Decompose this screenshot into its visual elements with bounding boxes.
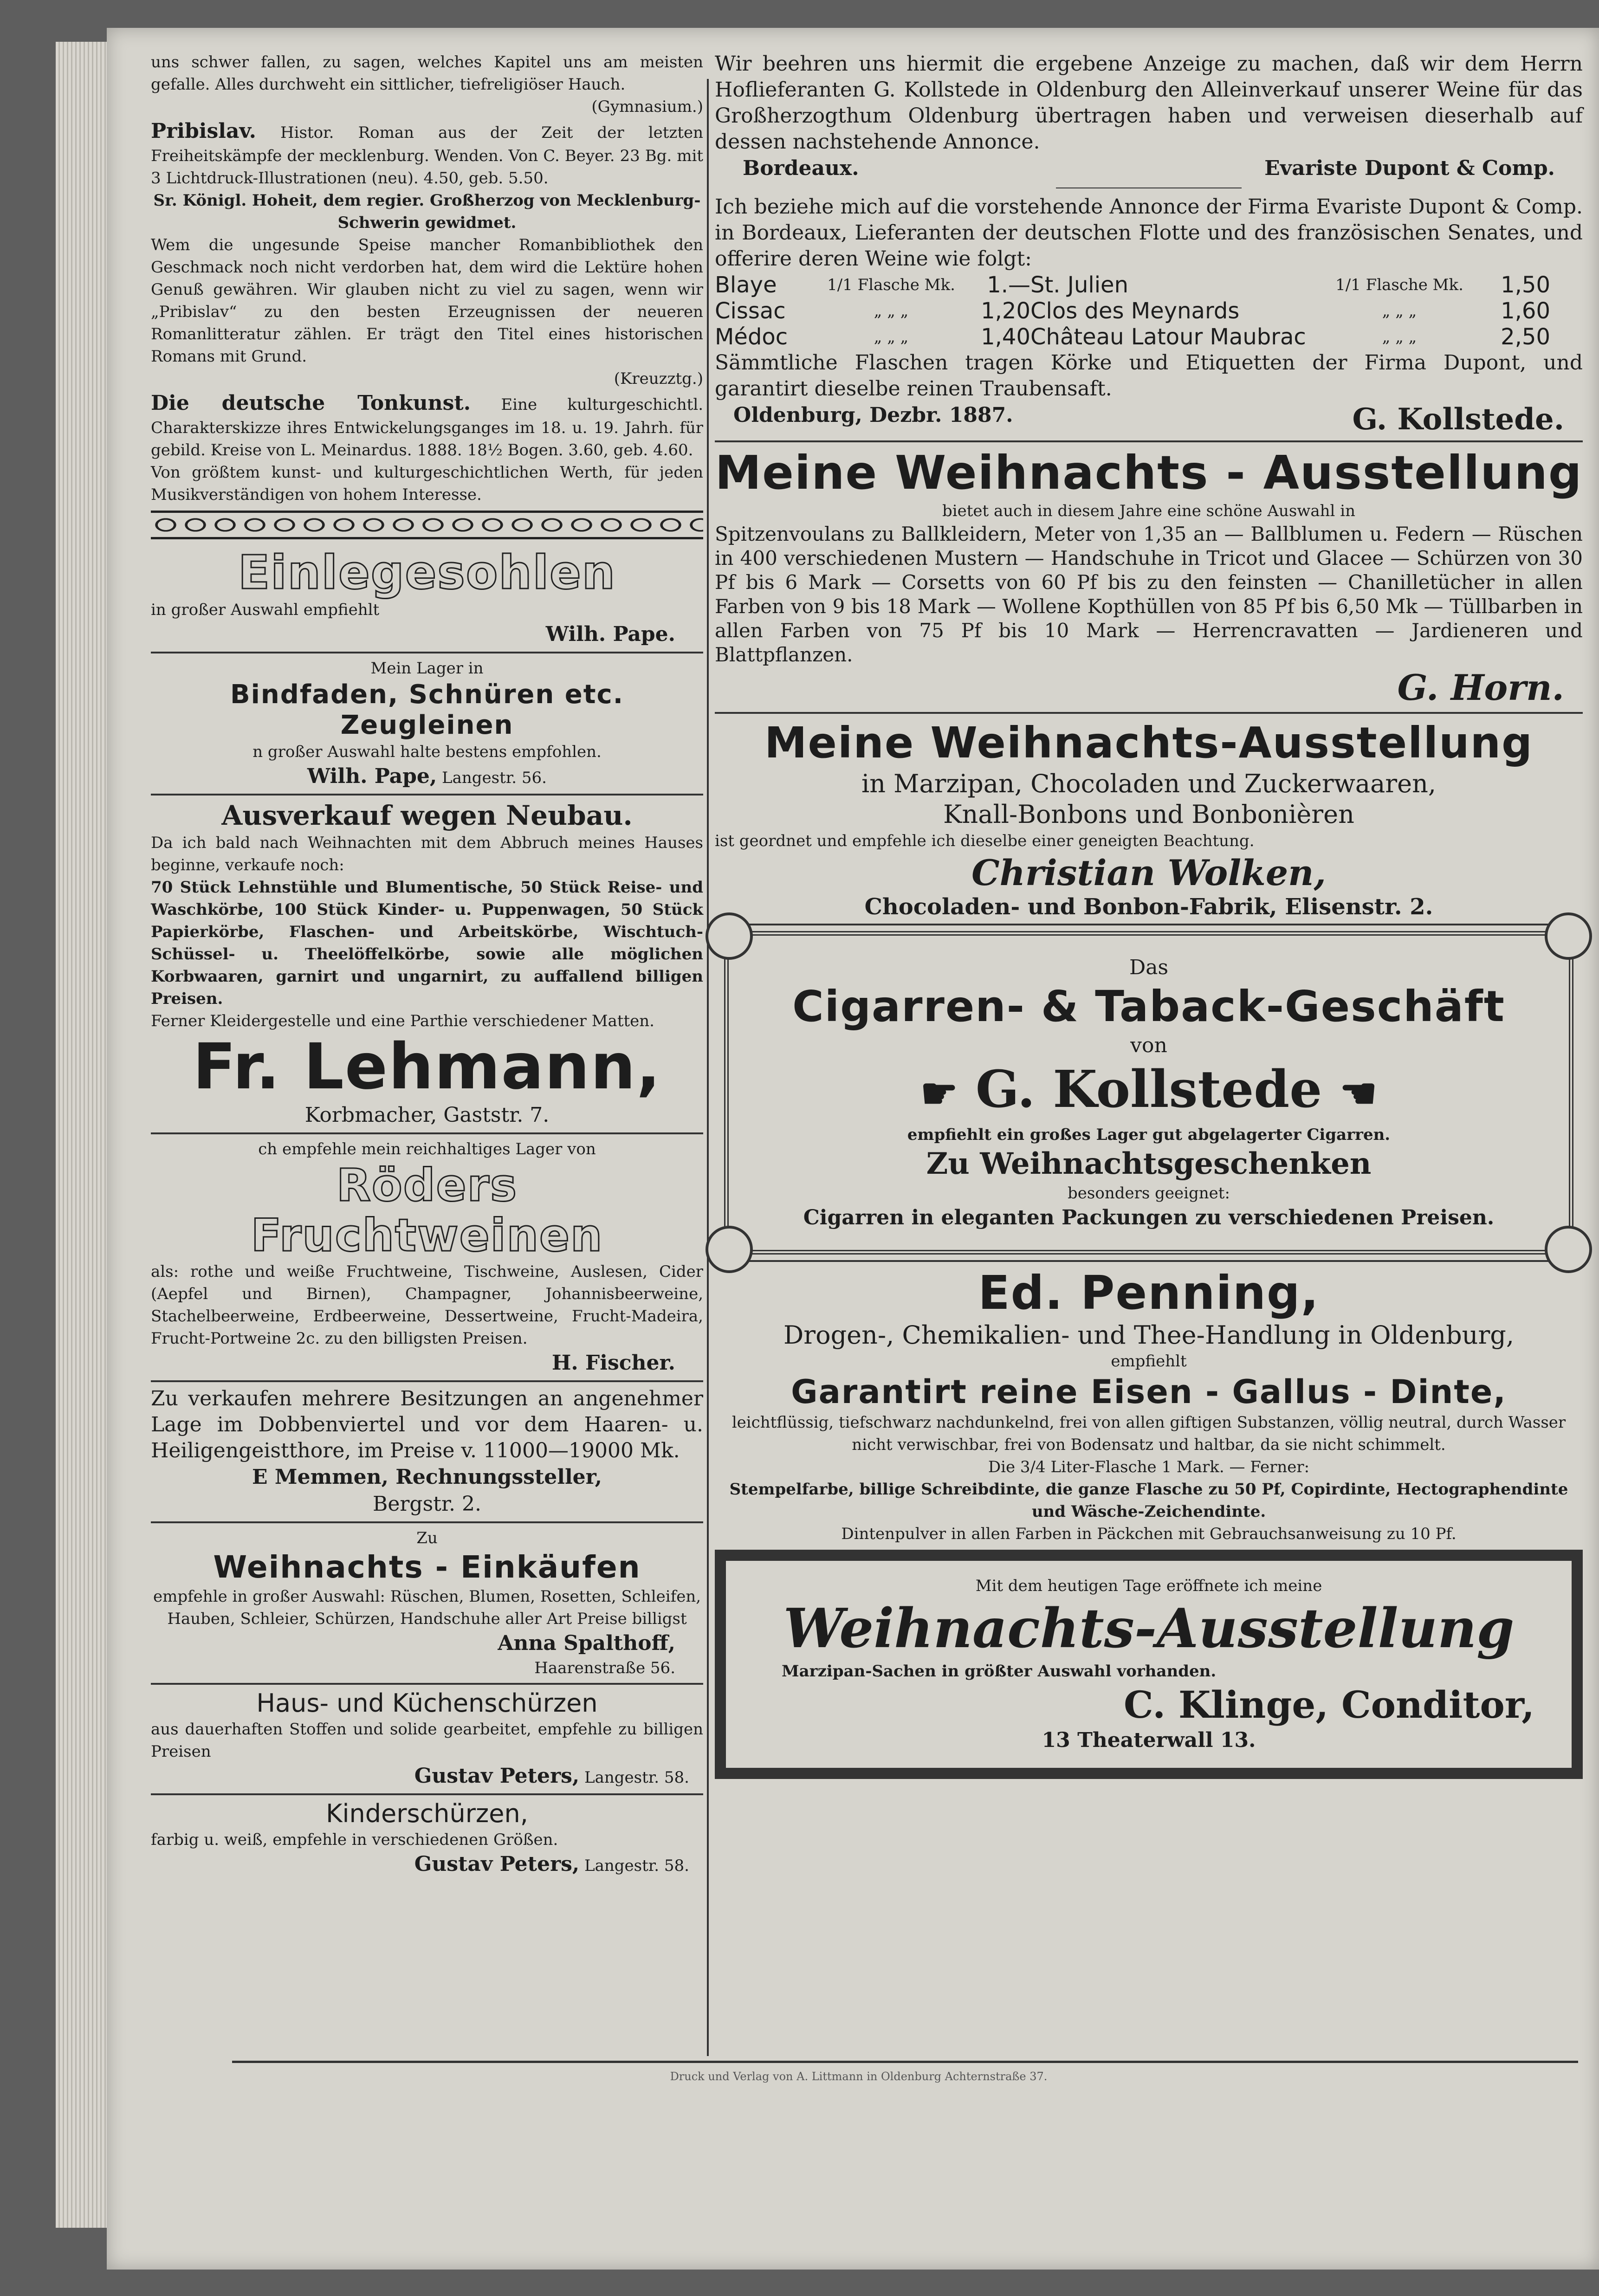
wine-name: Blaye <box>715 272 777 298</box>
wolken-subtitle: Chocoladen- und Bonbon-Fabrik, Elisenstr. 2. <box>864 894 1433 920</box>
penning-text: leichtflüssig, tiefschwarz nachdunkelnd, frei von allen giftigen Substanzen, völlig neutral, durch Wasser nicht verwischbar, frei von Bodensatz und haltbar, da sie nicht schimmelt. <box>732 1413 1566 1455</box>
cig-das: Das <box>1129 956 1169 979</box>
wine-name: Château Latour Maubrac <box>1030 324 1306 350</box>
wine-unit: „ „ „ <box>874 302 909 320</box>
kollstede-text: Ich beziehe mich auf die vorstehende Annonce der Firma Evariste Dupont & Comp. in Bordeaux, Lieferanten der deutschen Flotte und des französischen Senates, und offerire deren Weine wie folgt: <box>715 195 1583 271</box>
wine-price: 1,20 <box>981 298 1030 324</box>
right-column <box>715 51 1583 1779</box>
rule <box>151 1521 703 1523</box>
roeders-heading-1: Röders <box>336 1159 518 1211</box>
pribislav-text: Histor. Roman aus der Zeit der letzten Freiheitskämpfe der mecklenburg. Wenden. Von C. Beyer. 23 Bg. mit 3 Lichtdruck-Illustrationen (neu). 4.50, geb. 5.50. <box>151 123 703 188</box>
einlege-title: Einlegesohlen <box>238 545 616 600</box>
verkaufen-signature: E Memmen, Rechnungssteller, <box>252 1465 602 1489</box>
gymnasium-text: uns schwer fallen, zu sagen, welches Kapitel uns am meisten gefalle. Alles durchweht ein sittlicher, tiefreligiöser Hauch. <box>151 53 703 94</box>
wolken-line2: Knall-Bonbons und Bonbonièren <box>943 800 1354 829</box>
kinder-text: farbig u. weiß, empfehle in verschiedenen Größen. <box>151 1830 558 1849</box>
wine-unit: „ „ „ <box>874 328 909 346</box>
peters-address-2: Langestr. 58. <box>584 1856 689 1875</box>
penning-pulver: Dintenpulver in allen Farben in Päckchen mit Gebrauchsanweisung zu 10 Pf. <box>841 1525 1457 1544</box>
left-column <box>151 51 703 1878</box>
kreuzztg-text: Wem die ungesunde Speise mancher Romanbibliothek den Geschmack noch nicht verdorben hat, dem wird die Lektüre hohen Genuß gewähren. Wir glauben nicht zu viel zu sagen, wenn wir „Pribislav“ zu den besten Erzeugnissen der neueren Romanlitteratur zählen. Er trägt den Titel eines historischen Romans mit Grund. <box>151 236 703 366</box>
penning-more: Stempelfarbe, billige Schreibdinte, die ganze Flasche zu 50 Pf, Copirdinte, Hectographendinte und Wäsche-Zeichendinte. <box>729 1480 1568 1521</box>
rule <box>715 440 1583 442</box>
horn-intro: bietet auch in diesem Jahre eine schöne Auswahl in <box>942 502 1355 520</box>
penning-title: Garantirt reine Eisen - Gallus - Dinte, <box>791 1373 1507 1411</box>
verkaufen-address: Bergstr. 2. <box>373 1492 481 1516</box>
klinge-title: Weihnachts-Ausstellung <box>783 1597 1515 1661</box>
lager-intro: Mein Lager in <box>370 659 484 678</box>
kollstede-date: Oldenburg, Dezbr. 1887. <box>733 403 1013 427</box>
tonkunst-text2: Von größtem kunst- und kulturgeschichtlichen Werth, für jeden Musikverständigen von hohem Interesse. <box>151 463 703 504</box>
column-divider <box>707 79 709 2056</box>
klinge-text: Marzipan-Sachen in größter Auswahl vorhanden. <box>782 1662 1217 1681</box>
corner-ornament <box>706 1226 753 1273</box>
lehmann-subtitle: Korbmacher, Gaststr. 7. <box>304 1103 550 1127</box>
tonkunst-text: Eine kulturgeschichtl. Charakterskizze ihres Entwickelungsganges im 18. u. 19. Jahrh. für gebild. Kreise von L. Meinardus. 1888. 18½ Bogen. 3.60, geb. 4.60. <box>151 395 703 459</box>
dupont-text: Wir beehren uns hiermit die ergebene Anzeige zu machen, daß wir dem Herrn Hoflieferanten G. Kollstede in Oldenburg den Alleinverkauf unserer Weine für das Großherzogthum Oldenburg übertragen haben und verweisen dieserhalb auf dessen nachstehende Annonce. <box>715 52 1583 154</box>
wolken-signature: Christian Wolken, <box>971 852 1326 893</box>
einlege-text: in großer Auswahl empfiehlt <box>151 601 380 619</box>
penning-subtitle: Drogen-, Chemikalien- und Thee-Handlung in Oldenburg, <box>783 1320 1514 1350</box>
rule <box>151 1793 703 1795</box>
pointing-hand-right-icon: ☛ <box>920 1069 958 1119</box>
wine-unit: „ „ „ <box>1382 328 1417 346</box>
imprint-footer: Druck und Verlag von A. Littmann in Oldenburg Achternstraße 37. <box>670 2070 1048 2083</box>
klinge-address: 13 Theaterwall 13. <box>1042 1728 1256 1753</box>
wine-name: St. Julien <box>1030 272 1129 298</box>
wine-price: 1,50 <box>1501 272 1550 298</box>
peters-signature-1: Gustav Peters, <box>414 1764 580 1788</box>
wine-row <box>715 298 1583 324</box>
wine-unit: 1/1 Flasche Mk. <box>1335 276 1463 294</box>
zeugleinen-heading: Zeugleinen <box>340 710 514 740</box>
lager-address: Langestr. 56. <box>442 769 547 787</box>
schuerzen-title: Haus- und Küchenschürzen <box>256 1688 598 1718</box>
wine-price: 1,40 <box>981 324 1030 350</box>
cig-gift: Zu Weihnachtsgeschenken <box>926 1146 1372 1182</box>
kollstede-signature: G. Kollstede. <box>1352 402 1564 437</box>
gymnasium-source: (Gymnasium.) <box>591 97 703 116</box>
horn-signature: G. Horn. <box>1397 667 1564 708</box>
ausverkauf-more: Ferner Kleidergestelle und eine Parthie verschiedener Matten. <box>151 1012 654 1030</box>
tonkunst-title: Die deutsche Tonkunst. <box>151 391 471 415</box>
verkaufen-text: Zu verkaufen mehrere Besitzungen an angenehmer Lage im Dobbenviertel und vor dem Haaren- u. Heiligengeistthore, im Preise v. 11000—19000 Mk. <box>151 1387 703 1462</box>
rule <box>151 1132 703 1134</box>
ausverkauf-title: Ausverkauf wegen Neubau. <box>221 800 633 831</box>
wine-unit: 1/1 Flasche Mk. <box>827 276 955 294</box>
corner-ornament <box>706 912 753 960</box>
kollstede-text2: Sämmtliche Flaschen tragen Körke und Etiquetten der Firma Dupont, und garantirt dieselbe reinen Traubensaft. <box>715 351 1583 401</box>
kinder-title: Kinderschürzen, <box>326 1799 528 1828</box>
wolken-title: Meine Weihnachts-Ausstellung <box>764 718 1534 768</box>
penning-price: Die 3/4 Liter-Flasche 1 Mark. — Ferner: <box>988 1458 1310 1477</box>
pointing-hand-left-icon: ☚ <box>1340 1069 1378 1119</box>
roeders-intro: ch empfehle mein reichhaltiges Lager von <box>258 1140 596 1158</box>
wine-name: Cissac <box>715 298 786 324</box>
pribislav-title: Pribislav. <box>151 119 256 143</box>
dupont-city: Bordeaux. <box>743 156 859 180</box>
horn-title: Meine Weihnachts - Ausstellung <box>715 446 1583 500</box>
klinge-name: C. Klinge, Conditor, <box>1124 1683 1534 1727</box>
bindfaden-heading: Bindfaden, Schnüren etc. <box>230 679 624 710</box>
dupont-footer <box>715 155 1583 182</box>
einlege-signature: Wilh. Pape. <box>545 622 675 646</box>
wine-row <box>715 324 1583 350</box>
einkaeufe-text: empfehle in großer Auswahl: Rüschen, Blumen, Rosetten, Schleifen, Hauben, Schleier, Schürzen, Handschuhe aller Art Preise billigst <box>153 1587 701 1628</box>
lehmann-name: Fr. Lehmann, <box>193 1030 661 1104</box>
cig-packungen: Cigarren in eleganten Packungen zu verschiedenen Preisen. <box>803 1206 1495 1230</box>
penning-name: Ed. Penning, <box>978 1266 1320 1320</box>
cigarren-frame <box>724 931 1573 1255</box>
cig-text: empfiehlt ein großes Lager gut abgelagerter Cigarren. <box>907 1125 1391 1145</box>
lager-signature: Wilh. Pape, <box>307 764 437 788</box>
rule <box>151 794 703 796</box>
corner-ornament <box>1545 912 1592 960</box>
kreuzztg-source: (Kreuzztg.) <box>614 369 703 388</box>
zu-label: Zu <box>416 1529 438 1547</box>
wine-price: 1,60 <box>1501 298 1550 324</box>
wine-name: Médoc <box>715 324 788 350</box>
wine-row <box>715 272 1583 298</box>
klinge-box <box>715 1550 1583 1779</box>
klinge-intro: Mit dem heutigen Tage eröffnete ich meine <box>975 1577 1322 1596</box>
peters-address-1: Langestr. 58. <box>584 1768 689 1787</box>
weihnachts-einkaeufe-heading: Weihnachts - Einkäufen <box>213 1549 641 1585</box>
kollstede-footer <box>715 402 1583 437</box>
dedication: Sr. Königl. Hoheit, dem regier. Großherzog von Mecklenburg-Schwerin gewidmet. <box>153 191 701 232</box>
wolken-text: ist geordnet und empfehle ich dieselbe einer geneigten Beachtung. <box>715 832 1255 850</box>
cig-title: Cigarren- & Taback-Geschäft <box>792 982 1505 1031</box>
wine-name: Clos des Meynards <box>1030 298 1240 324</box>
roeders-text: als: rothe und weiße Fruchtweine, Tischweine, Auslesen, Cider (Aepfel und Birnen), Champagner, Johannisbeerweine, Stachelbeerweine, Erdbeerweine, Dessertweine, Frucht-Madeira, Frucht-Portweine 2c. zu den billigsten Preisen. <box>151 1262 703 1348</box>
rule <box>151 1380 703 1382</box>
spalthoff-name: Anna Spalthoff, <box>498 1631 675 1655</box>
bottom-rule <box>232 2061 1578 2063</box>
schuerzen-text: aus dauerhaften Stoffen und solide gearbeitet, empfehle zu billigen Preisen <box>151 1720 703 1761</box>
wine-unit: „ „ „ <box>1382 302 1417 320</box>
penning-empfiehlt: empfiehlt <box>1111 1352 1187 1371</box>
ausverkauf-items: 70 Stück Lehnstühle und Blumentische, 50 Stück Reise- und Waschkörbe, 100 Stück Kinder- u. Puppenwagen, 50 Stück Papierkörbe, Flaschen- und Arbeitskörbe, Wischtuch-Schüssel- u. Theelöffelkörbe, sowie alle möglichen Korbwaaren, garnirt und ungarnirt, zu auffallend billigen Preisen. <box>151 878 703 1008</box>
spalthoff-address: Haarenstraße 56. <box>534 1659 675 1677</box>
rule <box>715 924 1583 925</box>
rule <box>715 1260 1583 1262</box>
corner-ornament <box>1545 1226 1592 1273</box>
horn-text: Spitzenvoulans zu Ballkleidern, Meter von 1,35 an — Ballblumen u. Federn — Rüschen in 400 verschiedenen Mustern — Handschuhe in Tricot und Glacee — Schürzen von 30 Pf bis 6 Mark — Corsetts von 60 Pf bis zu den feinsten — Chanilletücher in allen Farben von 9 bis 18 Mark — Wollene Kopthüllen von 85 Pf bis 6,50 Mk — Tüllbarben in allen Farben von 75 Pf bis 10 Mark — Herrencravatten — Jardieneren und Blattpflanzen. <box>715 523 1583 666</box>
rule <box>715 712 1583 714</box>
roeders-signature: H. Fischer. <box>551 1351 675 1375</box>
lager-text: n großer Auswahl halte bestens empfohlen. <box>252 743 602 761</box>
wine-price: 1.— <box>987 272 1030 298</box>
ausverkauf-text: Da ich bald nach Weihnachten mit dem Abbruch meines Hauses beginne, verkaufe noch: <box>151 834 703 874</box>
peters-signature-2: Gustav Peters, <box>414 1852 580 1876</box>
cig-geeignet: besonders geeignet: <box>1068 1184 1230 1203</box>
dupont-firm: Evariste Dupont & Comp. <box>1264 156 1555 180</box>
rule <box>151 652 703 653</box>
rule <box>151 1683 703 1685</box>
roeders-heading-2: Fruchtweinen <box>251 1209 603 1261</box>
wolken-line1: in Marzipan, Chocoladen und Zuckerwaaren, <box>861 769 1437 798</box>
wine-price: 2,50 <box>1501 324 1550 350</box>
wine-price-table <box>715 272 1583 350</box>
cig-name: G. Kollstede <box>975 1059 1322 1119</box>
chain-ornament <box>151 511 703 539</box>
cig-von: von <box>1130 1034 1167 1057</box>
